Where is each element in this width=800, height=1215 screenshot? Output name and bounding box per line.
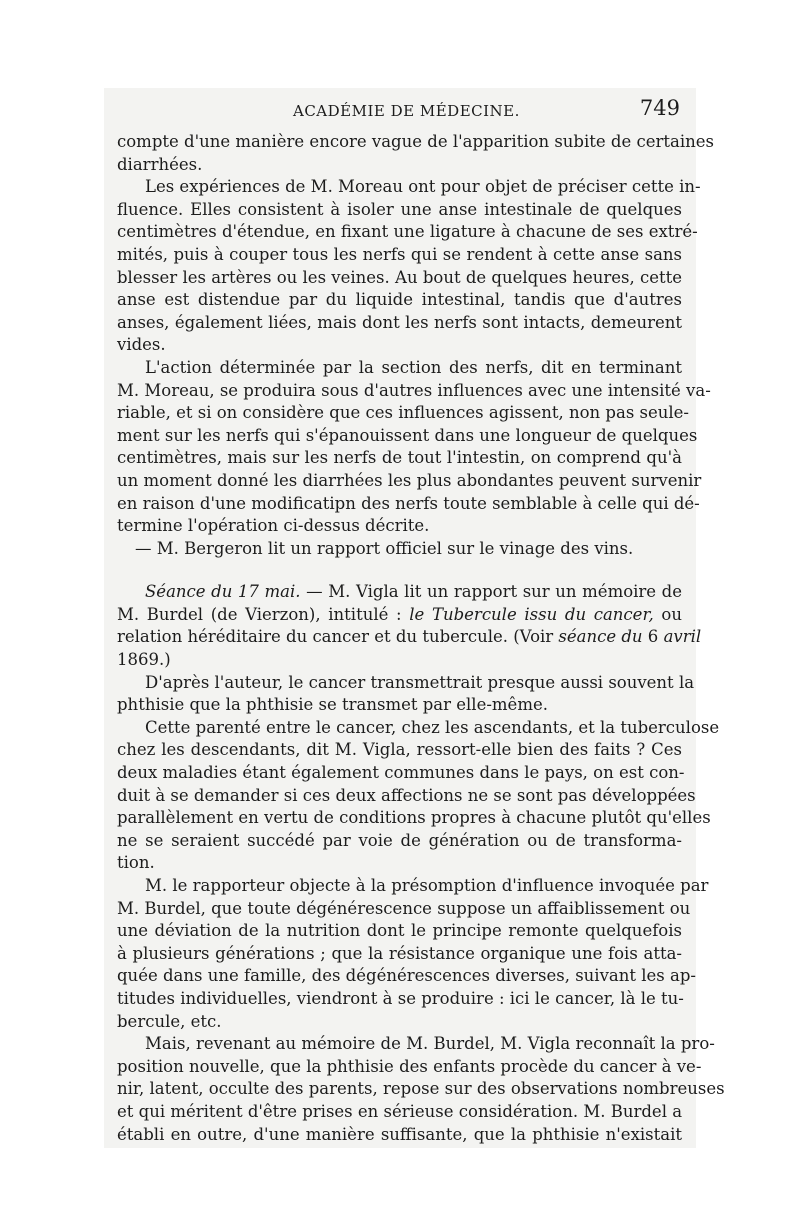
section-gap bbox=[117, 560, 682, 581]
running-title: ACADÉMIE DE MÉDECINE. bbox=[293, 102, 520, 120]
text-line: et qui méritent d'être prises en sérieuse considération. M. Burdel a bbox=[117, 1101, 683, 1121]
session-heading-line bbox=[117, 581, 682, 604]
text-line: blesser les artères ou les veines. Au bout de quelques heures, cette bbox=[117, 267, 682, 287]
text-line: riable, et si on considère que ces influences agissent, non pas seule- bbox=[117, 403, 690, 423]
paragraph-start: Les expériences de M. Moreau ont pour objet de préciser cette in- bbox=[145, 177, 701, 197]
text-line: diarrhées. bbox=[117, 154, 203, 174]
body-text bbox=[117, 131, 725, 1146]
text-line: quée dans une famille, des dégénérescences diverses, suivant les ap- bbox=[117, 966, 696, 986]
text-line: à plusieurs générations ; que la résistance organique une fois atta- bbox=[117, 943, 682, 963]
text-line: fluence. Elles consistent à isoler une anse intestinale de quelques bbox=[117, 199, 682, 219]
paragraph-start: Mais, revenant au mémoire de M. Burdel, M. Vigla reconnaît la pro- bbox=[145, 1034, 715, 1054]
text-line: M. Moreau, se produira sous d'autres influences avec une intensité va- bbox=[117, 380, 711, 400]
text-line: M. Burdel, que toute dégénérescence suppose un affaiblissement ou bbox=[117, 898, 691, 918]
text-line bbox=[117, 626, 702, 649]
text-line: parallèlement en vertu de conditions propres à chacune plutôt qu'elles bbox=[117, 808, 711, 828]
text-line: chez les descendants, dit M. Vigla, ressort-elle bien des faits ? Ces bbox=[117, 740, 682, 760]
text-line: mités, puis à couper tous les nerfs qui se rendent à cette anse sans bbox=[117, 244, 682, 264]
memoir-title: le Tubercule issu du cancer, bbox=[409, 604, 654, 624]
text-line: établi en outre, d'une manière suffisante, que la phthisie n'existait bbox=[117, 1124, 682, 1144]
page-header bbox=[117, 98, 682, 128]
text-line: anse est distendue par du liquide intestinal, tandis que d'autres bbox=[117, 290, 682, 310]
text-line: bercule, etc. bbox=[117, 1011, 222, 1031]
text-line: vides. bbox=[117, 335, 166, 355]
text-span: 6 bbox=[642, 627, 664, 647]
text-line: une déviation de la nutrition dont le principe remonte quelquefois bbox=[117, 921, 682, 941]
text-line: phthisie que la phthisie se transmet par elle-même. bbox=[117, 695, 548, 715]
text-line: termine l'opération ci-dessus décrite. bbox=[117, 516, 430, 536]
text-line: 1869.) bbox=[117, 650, 171, 670]
text-line: ment sur les nerfs qui s'épanouissent dans une longueur de quelques bbox=[117, 425, 698, 445]
text-line: centimètres, mais sur les nerfs de tout l'intestin, on comprend qu'à bbox=[117, 448, 682, 468]
session-date: Séance du 17 mai. bbox=[145, 582, 301, 602]
paragraph-start: Cette parenté entre le cancer, chez les ascendants, et la tuberculose bbox=[145, 717, 720, 737]
session-reference-month: avril bbox=[663, 627, 702, 647]
text-span: M. Burdel (de Vierzon), intitulé : bbox=[117, 604, 410, 624]
text-line: position nouvelle, que la phthisie des enfants procède du cancer à ve- bbox=[117, 1056, 702, 1076]
text-line: ne se seraient succédé par voie de génération ou de transforma- bbox=[117, 830, 682, 850]
text-span: relation héréditaire du cancer et du tubercule. (Voir bbox=[117, 627, 559, 647]
text-line: en raison d'une modificatipn des nerfs toute semblable à celle qui dé- bbox=[117, 493, 700, 513]
paragraph-start: — M. Bergeron lit un rapport officiel sur le vinage des vins. bbox=[135, 538, 634, 558]
text-line bbox=[117, 604, 682, 627]
text-line: titudes individuelles, viendront à se produire : ici le cancer, là le tu- bbox=[117, 988, 684, 1008]
text-line: un moment donné les diarrhées les plus abondantes peuvent survenir bbox=[117, 470, 702, 490]
paragraph-start: L'action déterminée par la section des nerfs, dit en terminant bbox=[145, 357, 682, 377]
page-number: 749 bbox=[639, 96, 680, 120]
text-span: ou bbox=[653, 604, 682, 624]
paragraph-start: D'après l'auteur, le cancer transmettrait presque aussi souvent la bbox=[145, 672, 695, 692]
text-line: nir, latent, occulte des parents, repose sur des observations nombreuses bbox=[117, 1079, 725, 1099]
text-line: duit à se demander si ces deux affections ne se sont pas développées bbox=[117, 785, 696, 805]
session-reference: séance du bbox=[558, 627, 643, 647]
text-span: — M. Vigla lit un rapport sur un mémoire de bbox=[300, 582, 683, 602]
text-line: anses, également liées, mais dont les nerfs sont intacts, demeurent bbox=[117, 312, 682, 332]
text-line: compte d'une manière encore vague de l'apparition subite de certaines bbox=[117, 132, 714, 151]
text-line: deux maladies étant également communes dans le pays, on est con- bbox=[117, 763, 685, 783]
paragraph-start: M. le rapporteur objecte à la présomption d'influence invoquée par bbox=[145, 876, 709, 895]
text-line: tion. bbox=[117, 853, 155, 873]
text-line: centimètres d'étendue, en fixant une ligature à chacune de ses extré- bbox=[117, 222, 698, 242]
